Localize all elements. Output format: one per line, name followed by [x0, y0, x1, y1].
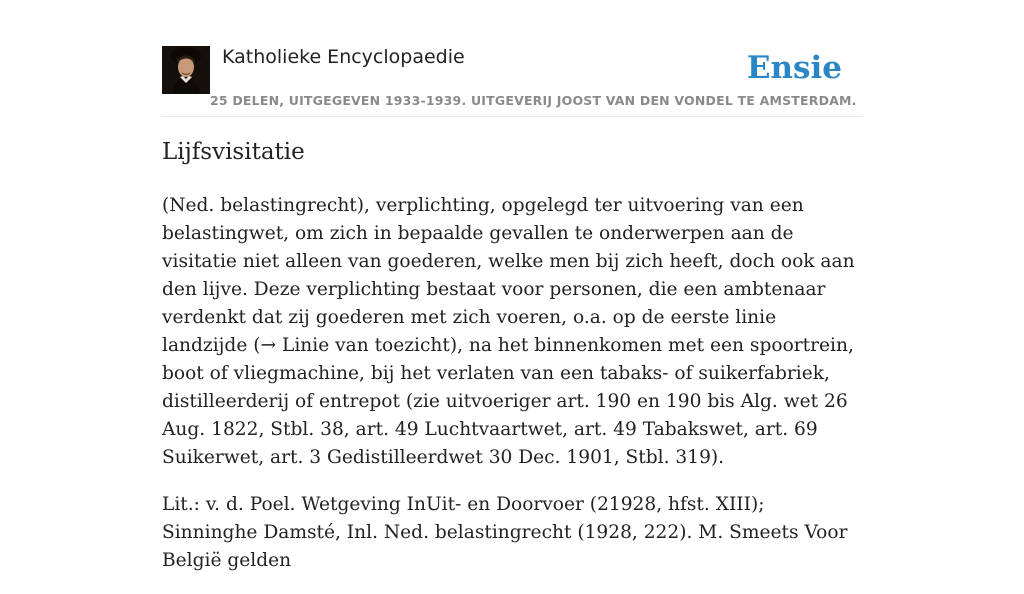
portrait-avatar-icon[interactable] — [162, 46, 210, 94]
source-header — [162, 46, 862, 117]
article-paragraph: (Ned. belastingrecht), verplichting, opgelegd ter uitvoering van een belastingwet, om zich in bepaalde gevallen te onderwerpen aan de visitatie niet alleen van goederen, welke men bij zich heeft, doch ook aan den lijve. Deze verplichting bestaat voor personen, die een ambtenaar verdenkt dat zij goederen met zich voeren, o.a. op de eerste linie landzijde (→ Linie van toezicht), na het binnenkomen met een spoortrein, boot of vliegmachine, bij het verlaten van een tabaks- of suikerfabriek, distilleerderij of entrepot (zie uitvoeriger art. 190 en 190 bis Alg. wet 26 Aug. 1822, Stbl. 38, art. 49 Luchtvaartwet, art. 49 Tabakswet, art. 69 Suikerwet, art. 3 Gedistilleerdwet 30 Dec. 1901, Stbl. 319). — [162, 195, 855, 468]
article-body — [162, 192, 864, 594]
source-title[interactable]: Katholieke Encyclopaedie — [222, 46, 465, 68]
literature-paragraph: Lit.: v. d. Poel. Wetgeving InUit- en Doorvoer (21928, hfst. XIII); Sinninghe Damsté, Inl. Ned. belastingrecht (1928, 222). M. Smeets Voor België gelden — [162, 494, 848, 571]
brand-logo[interactable]: Ensie — [746, 50, 842, 86]
source-meta: 25 DELEN, UITGEGEVEN 1933-1939. UITGEVERIJ JOOST VAN DEN VONDEL TE AMSTERDAM. — [210, 93, 857, 108]
article-title: Lijfsvisitatie — [162, 139, 305, 165]
